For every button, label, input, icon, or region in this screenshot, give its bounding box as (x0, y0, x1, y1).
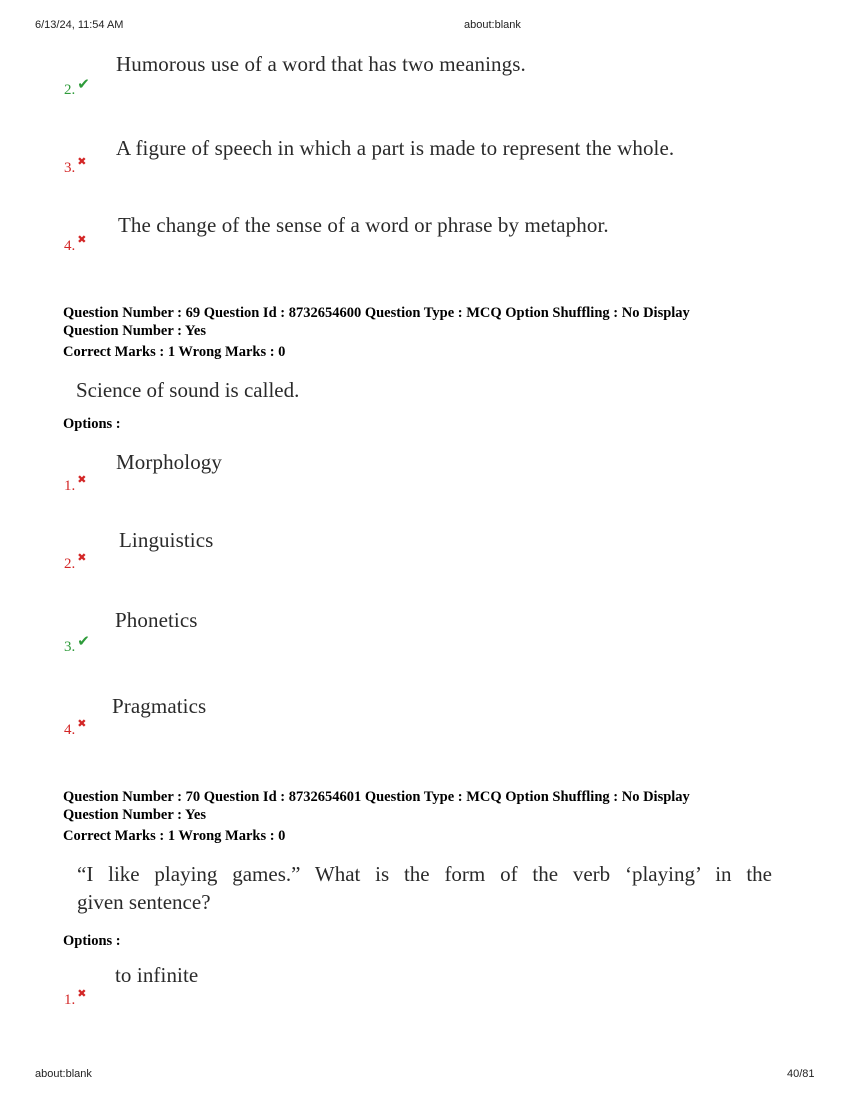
q69-option-3-number: 3. ✔ (64, 632, 90, 655)
cross-icon: ✖ (77, 233, 87, 246)
cross-icon: ✖ (77, 155, 87, 168)
print-footer-url: about:blank (35, 1068, 92, 1080)
q69-option-4-number: 4. ✖ (64, 717, 87, 738)
q69-question-text: Science of sound is called. (76, 378, 300, 402)
q69-meta-line1: Question Number : 69 Question Id : 8732654600 Question Type : MCQ Option Shuffling : No Display (63, 305, 690, 321)
q70-option-1-text: to infinite (115, 963, 199, 987)
q69-meta (63, 304, 763, 361)
prev-option-2-number: 2. ✔ (64, 75, 90, 98)
q70-question-text (77, 860, 772, 916)
prev-option-2-text: Humorous use of a word that has two meanings. (116, 52, 526, 76)
print-title: about:blank (464, 19, 521, 31)
cross-icon: ✖ (77, 551, 87, 564)
q70-meta (63, 788, 763, 845)
q70-question-line2: given sentence? (77, 890, 211, 914)
check-icon: ✔ (77, 632, 90, 650)
q69-option-4-text: Pragmatics (112, 694, 207, 718)
q69-option-1-text: Morphology (116, 450, 222, 474)
cross-icon: ✖ (77, 473, 87, 486)
q69-meta-line2: Question Number : Yes (63, 323, 206, 339)
q69-option-3-text: Phonetics (115, 608, 198, 632)
q70-options-label: Options : (63, 933, 121, 949)
prev-option-3-number: 3. ✖ (64, 155, 87, 176)
q69-option-2-text: Linguistics (119, 528, 214, 552)
q69-marks: Correct Marks : 1 Wrong Marks : 0 (63, 344, 286, 360)
q70-meta-line1: Question Number : 70 Question Id : 8732654601 Question Type : MCQ Option Shuffling : No Display (63, 789, 690, 805)
check-icon: ✔ (77, 75, 90, 93)
prev-option-4-number: 4. ✖ (64, 233, 87, 254)
cross-icon: ✖ (77, 987, 87, 1000)
cross-icon: ✖ (77, 717, 87, 730)
q70-meta-line2: Question Number : Yes (63, 807, 206, 823)
q69-options-label: Options : (63, 416, 121, 432)
q70-option-1-number: 1. ✖ (64, 987, 87, 1008)
print-datetime: 6/13/24, 11:54 AM (35, 19, 124, 31)
q70-question-line1: “I like playing games.” What is the form of the verb ‘playing’ in the (77, 862, 772, 886)
q70-marks: Correct Marks : 1 Wrong Marks : 0 (63, 828, 286, 844)
print-page-number: 40/81 (787, 1068, 815, 1080)
prev-option-3-text: A figure of speech in which a part is made to represent the whole. (116, 136, 675, 160)
q69-option-1-number: 1. ✖ (64, 473, 87, 494)
q69-option-2-number: 2. ✖ (64, 551, 87, 572)
prev-option-4-text: The change of the sense of a word or phrase by metaphor. (118, 213, 609, 237)
